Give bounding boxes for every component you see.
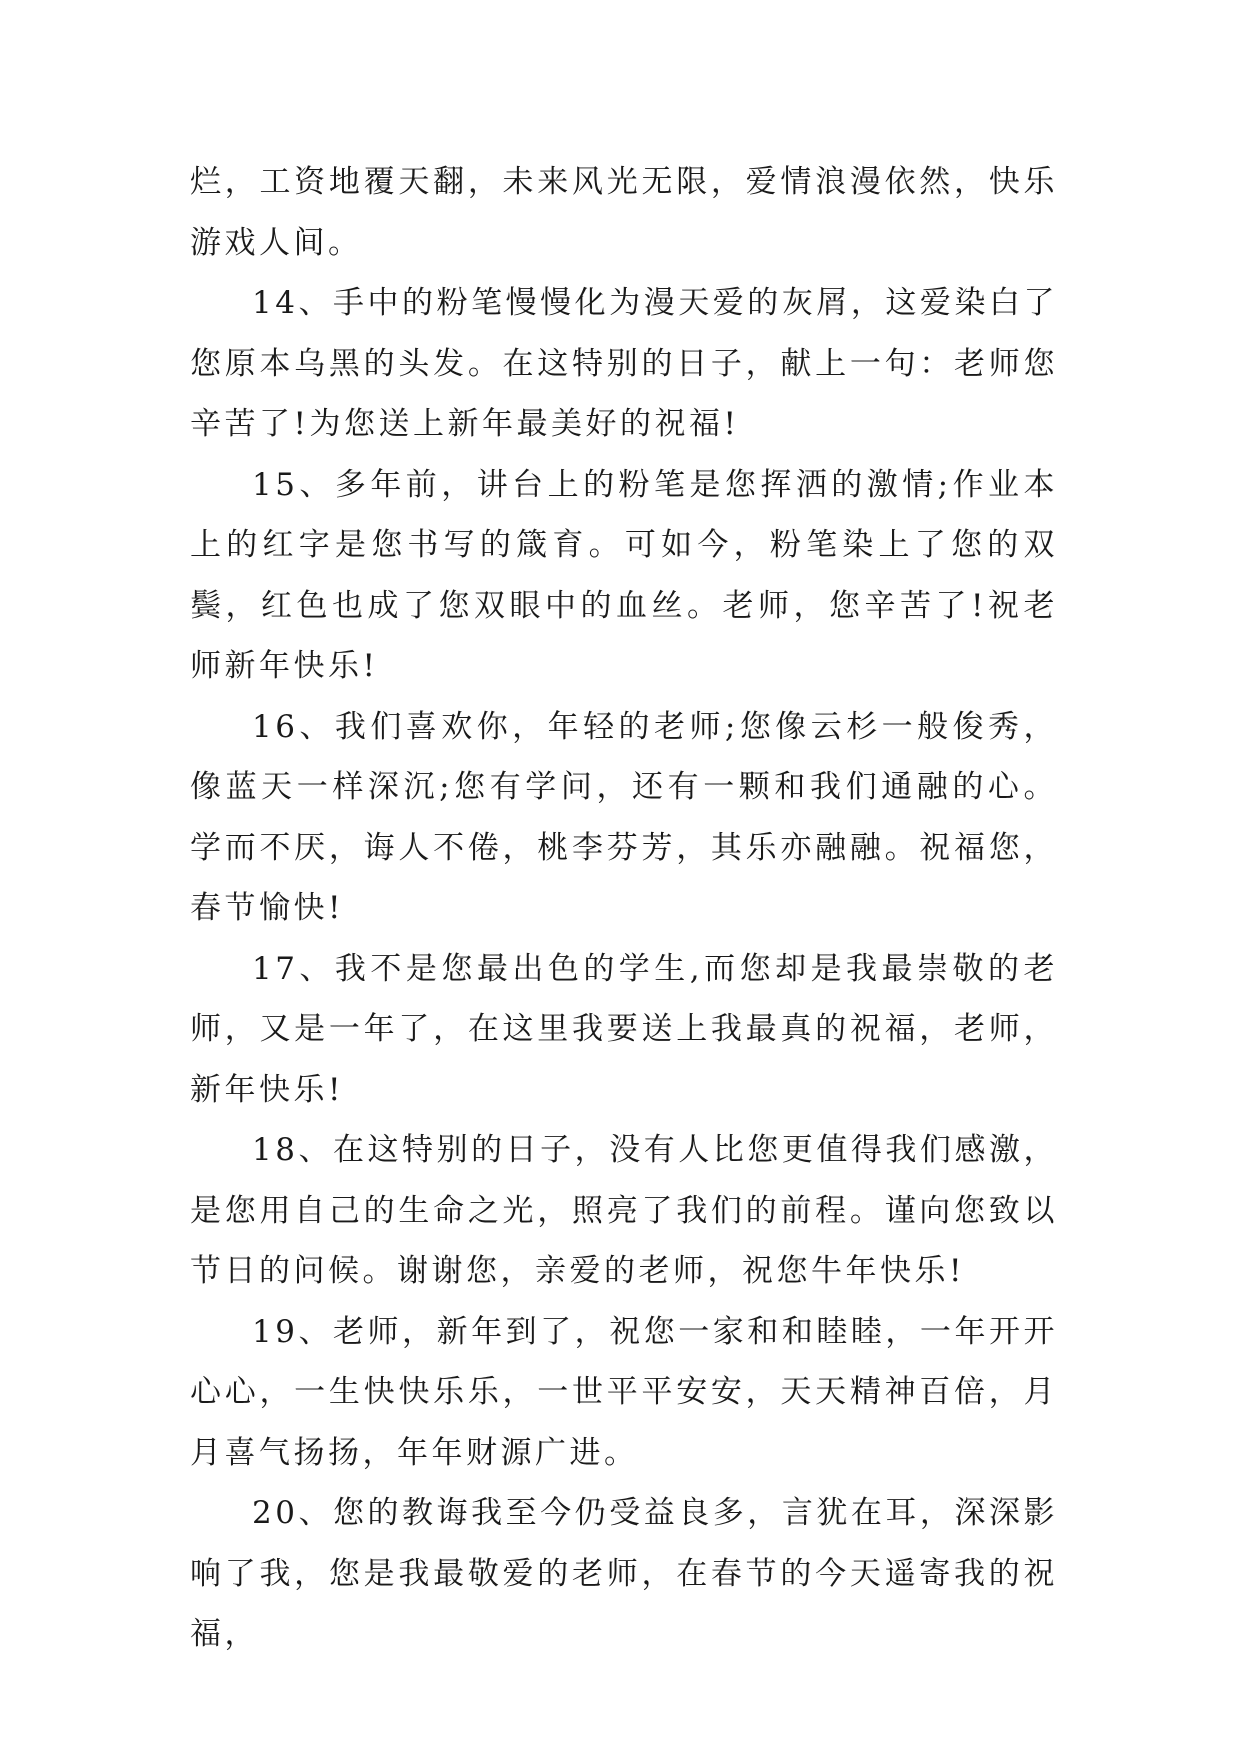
paragraph-20: 20、您的教诲我至今仍受益良多，言犹在耳，深深影响了我，您是我最敬爱的老师，在春节的今天遥寄我的祝福， <box>190 1495 1058 1652</box>
paragraph-19: 19、老师，新年到了，祝您一家和和睦睦，一年开开心心，一生快快乐乐，一世平平安安，天天精神百倍，月月喜气扬扬，年年财源广进。 <box>190 1313 1058 1471</box>
paragraph-17: 17、我不是您最出色的学生,而您却是我最崇敬的老师，又是一年了，在这里我要送上我最真的祝福，老师，新年快乐! <box>190 950 1058 1108</box>
document-body <box>190 152 1058 1665</box>
paragraph-continuation: 烂，工资地覆天翻，未来风光无限，爱情浪漫依然，快乐游戏人间。 <box>190 164 1058 261</box>
paragraph-18: 18、在这特别的日子，没有人比您更值得我们感激，是您用自己的生命之光，照亮了我们的前程。谨向您致以节日的问候。谢谢您，亲爱的老师，祝您牛年快乐! <box>190 1132 1058 1289</box>
paragraph-16: 16、我们喜欢你，年轻的老师;您像云杉一般俊秀，像蓝天一样深沉;您有学问，还有一颗和我们通融的心。学而不厌，诲人不倦，桃李芬芳，其乐亦融融。祝福您，春节愉快! <box>190 708 1058 926</box>
paragraph-14: 14、手中的粉笔慢慢化为漫天爱的灰屑，这爱染白了您原本乌黑的头发。在这特别的日子，献上一句：老师您辛苦了!为您送上新年最美好的祝福! <box>190 285 1058 442</box>
paragraph-15: 15、多年前，讲台上的粉笔是您挥洒的激情;作业本上的红字是您书写的箴育。可如今，粉笔染上了您的双鬓，红色也成了您双眼中的血丝。老师，您辛苦了!祝老师新年快乐! <box>190 466 1058 684</box>
